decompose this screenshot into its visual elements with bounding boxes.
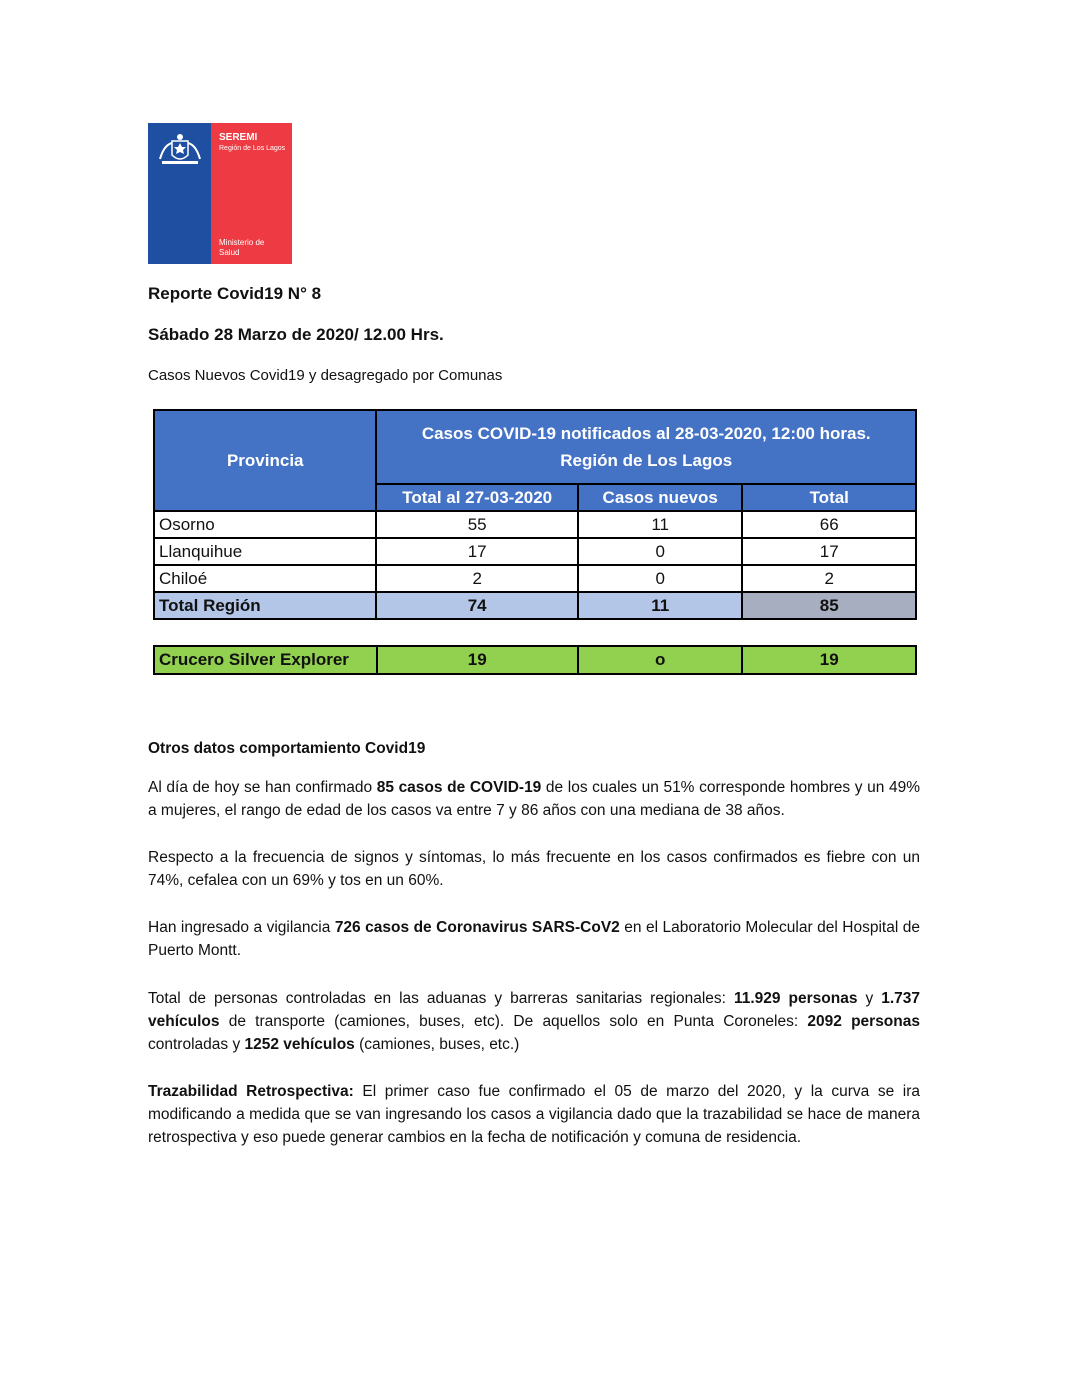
paragraph-traceability — [148, 1080, 920, 1149]
cruise-prev: 19 — [377, 646, 578, 674]
paragraph-surveillance — [148, 916, 920, 962]
p4-bold-vehicles-pc: 1252 vehículos — [244, 1036, 355, 1053]
cruise-total: 19 — [742, 646, 916, 674]
seremi-logo — [148, 123, 292, 264]
logo-red-panel — [211, 123, 292, 264]
p3-text-c: en el Laboratorio Molecular del Hospital de Puerto Montt. — [148, 919, 920, 959]
row-new: 11 — [578, 511, 743, 538]
row-provincia: Chiloé — [154, 565, 376, 592]
col-header-total: Total — [742, 484, 916, 511]
table-row — [154, 538, 916, 565]
coat-of-arms-icon — [154, 131, 206, 171]
paragraph-border-controls — [148, 987, 920, 1056]
total-prev: 74 — [376, 592, 577, 619]
row-new: 0 — [578, 565, 743, 592]
table-row — [154, 511, 916, 538]
p3-bold-cases: 726 casos de Coronavirus SARS-CoV2 — [334, 919, 620, 936]
p1-bold-cases: 85 casos de COVID-19 — [376, 779, 542, 796]
report-date: Sábado 28 Marzo de 2020/ 12.00 Hrs. — [148, 325, 444, 344]
logo-ministry-line1: Ministerio de — [219, 238, 265, 247]
province-header: Provincia — [154, 410, 376, 511]
paragraph-confirmed-cases — [148, 776, 920, 822]
p4-text-c: y — [857, 990, 882, 1007]
p4-bold-vehicles: 1.737 vehículos — [148, 990, 920, 1030]
other-data-title: Otros datos comportamiento Covid19 — [148, 740, 426, 757]
row-prev: 2 — [376, 565, 577, 592]
logo-blue-panel — [148, 123, 211, 264]
row-prev: 55 — [376, 511, 577, 538]
total-label: Total Región — [154, 592, 376, 619]
cruise-table — [153, 645, 917, 675]
cruise-label: Crucero Silver Explorer — [154, 646, 377, 674]
row-total: 66 — [742, 511, 916, 538]
row-provincia: Llanquihue — [154, 538, 376, 565]
cruise-new: o — [578, 646, 743, 674]
cases-table — [153, 409, 917, 620]
row-new: 0 — [578, 538, 743, 565]
main-header-line2: Región de Los Lagos — [560, 451, 733, 470]
logo-ministry-line2: Salud — [219, 248, 240, 257]
p5-bold-label: Trazabilidad Retrospectiva: — [148, 1083, 354, 1100]
logo-region-text: Región de Los Lagos — [219, 145, 286, 152]
table-row — [154, 565, 916, 592]
paragraph-symptoms: Respecto a la frecuencia de signos y síntomas, lo más frecuente en los casos confirmados es fiebre con un 74%, cefalea con un 69% y tos en un 60%. — [148, 849, 920, 889]
p4-text-i: (camiones, buses, etc.) — [354, 1036, 520, 1053]
p4-text-e: de transporte (camiones, buses, etc). De aquellos solo en Punta Coroneles: — [219, 1013, 808, 1030]
p3-text-a: Han ingresado a vigilancia — [148, 919, 335, 936]
total-grand: 85 — [742, 592, 916, 619]
row-provincia: Osorno — [154, 511, 376, 538]
logo-ministry-text — [219, 238, 264, 258]
p5-text: El primer caso fue confirmado el 05 de marzo del 2020, y la curva se ira modificando a medida que se van ingresando los casos a vigilancia dado que la trazabilidad se hace de manera retrospectiva y eso puede generar cambios en la fecha de notificación y comuna de residencia. — [148, 1083, 920, 1146]
main-header — [376, 410, 916, 484]
cruise-row — [154, 646, 916, 674]
report-title: Reporte Covid19 N° 8 — [148, 284, 322, 303]
p4-bold-persons-pc: 2092 personas — [807, 1013, 920, 1030]
report-subtitle: Casos Nuevos Covid19 y desagregado por Comunas — [148, 367, 503, 384]
row-total: 2 — [742, 565, 916, 592]
col-header-prev: Total al 27-03-2020 — [376, 484, 577, 511]
row-total: 17 — [742, 538, 916, 565]
logo-seremi-text: SEREMI — [219, 132, 258, 143]
p4-text-g: controladas y — [148, 1036, 245, 1053]
main-header-line1: Casos COVID-19 notificados al 28-03-2020, 12:00 horas. — [421, 424, 871, 443]
p1-text-a: Al día de hoy se han confirmado — [148, 779, 377, 796]
row-prev: 17 — [376, 538, 577, 565]
col-header-new: Casos nuevos — [578, 484, 743, 511]
total-row — [154, 592, 916, 619]
p4-bold-persons: 11.929 personas — [733, 990, 858, 1007]
p1-text-c: de los cuales un 51% corresponde hombres y un 49% a mujeres, el rango de edad de los casos va entre 7 y 86 años con una mediana de 38 años. — [148, 779, 920, 819]
total-new: 11 — [578, 592, 743, 619]
p4-text-a: Total de personas controladas en las aduanas y barreras sanitarias regionales: — [148, 990, 734, 1007]
